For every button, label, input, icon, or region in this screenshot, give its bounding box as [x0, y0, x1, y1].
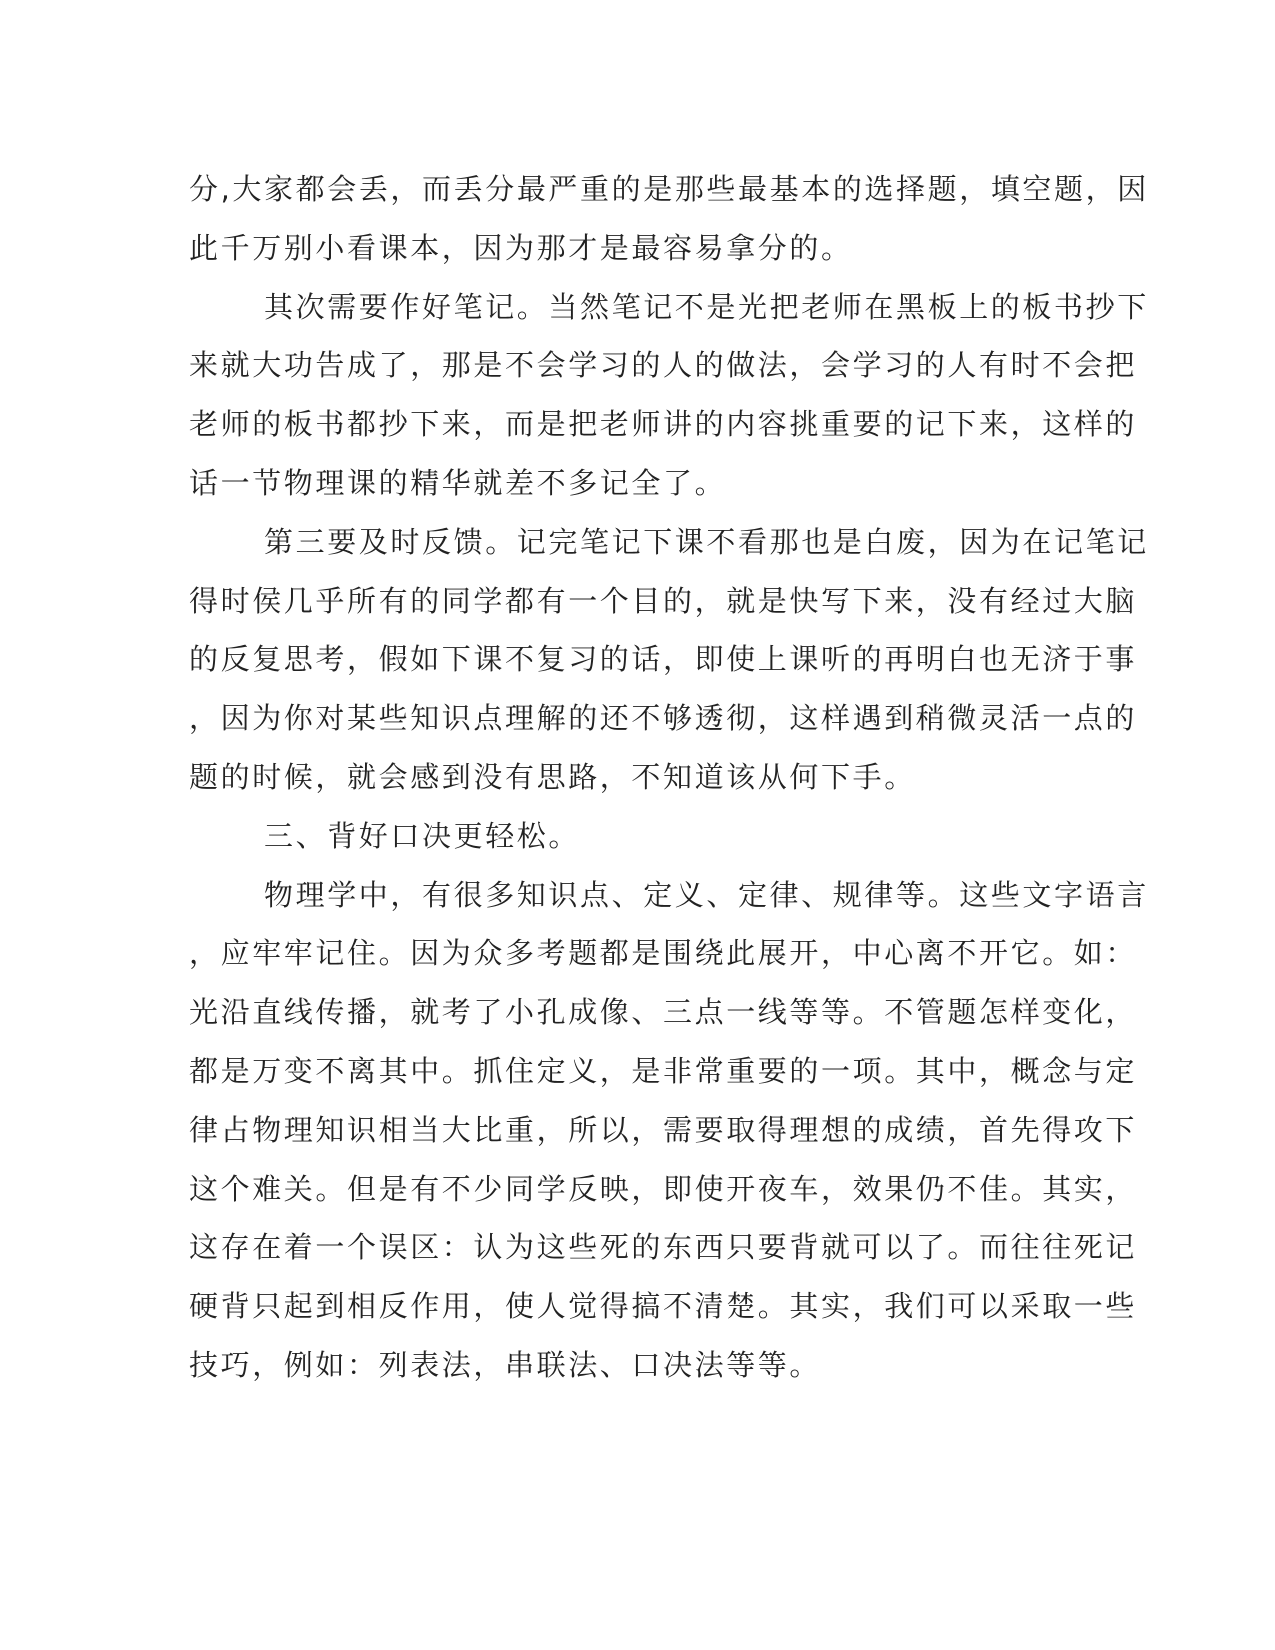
- text-line: 老师的板书都抄下来，而是把老师讲的内容挑重要的记下来，这样的: [189, 407, 1138, 442]
- paragraph-feedback-start: 第三要及时反馈。记完笔记下课不看那也是白废，因为在记笔记: [264, 524, 1149, 559]
- text-line: 来就大功告成了，那是不会学习的人的做法，会学习的人有时不会把: [189, 348, 1138, 383]
- text-line: 分,大家都会丢，而丢分最严重的是那些最基本的选择题，填空题，因: [189, 172, 1149, 206]
- paragraph-mnemonics-start: 物理学中，有很多知识点、定义、定律、规律等。这些文字语言: [264, 877, 1149, 912]
- text-line: 这个难关。但是有不少同学反映，即使开夜车，效果仍不佳。其实，: [189, 1171, 1138, 1206]
- paragraph-notes-start: 其次需要作好笔记。当然笔记不是光把老师在黑板上的板书抄下: [264, 289, 1149, 324]
- text-line: 律占物理知识相当大比重，所以，需要取得理想的成绩，首先得攻下: [189, 1112, 1138, 1147]
- text-line: 光沿直线传播，就考了小孔成像、三点一线等等。不管题怎样变化，: [189, 995, 1138, 1030]
- text-line: 硬背只起到相反作用，使人觉得搞不清楚。其实，我们可以采取一些: [189, 1289, 1138, 1324]
- text-line: 题的时候，就会感到没有思路，不知道该从何下手。: [189, 759, 916, 794]
- text-line: ，因为你对某些知识点理解的还不够透彻，这样遇到稍微灵活一点的: [189, 701, 1138, 736]
- text-line: 得时侯几乎所有的同学都有一个目的，就是快写下来，没有经过大脑: [189, 583, 1138, 618]
- text-line: ，应牢牢记住。因为众多考题都是围绕此展开，中心离不开它。如：: [189, 936, 1138, 971]
- text-line: 此千万别小看课本，因为那才是最容易拿分的。: [189, 230, 853, 265]
- text-line: 的反复思考，假如下课不复习的话，即使上课听的再明白也无济于事: [189, 642, 1138, 677]
- text-line: 话一节物理课的精华就差不多记全了。: [189, 465, 727, 500]
- text-line: 这存在着一个误区：认为这些死的东西只要背就可以了。而往往死记: [189, 1230, 1138, 1265]
- section-heading: 三、背好口决更轻松。: [264, 818, 581, 853]
- text-line: 都是万变不离其中。抓住定义，是非常重要的一项。其中，概念与定: [189, 1053, 1138, 1088]
- text-line: 技巧，例如：列表法，串联法、口决法等等。: [189, 1347, 822, 1382]
- body-text: [189, 160, 1149, 1395]
